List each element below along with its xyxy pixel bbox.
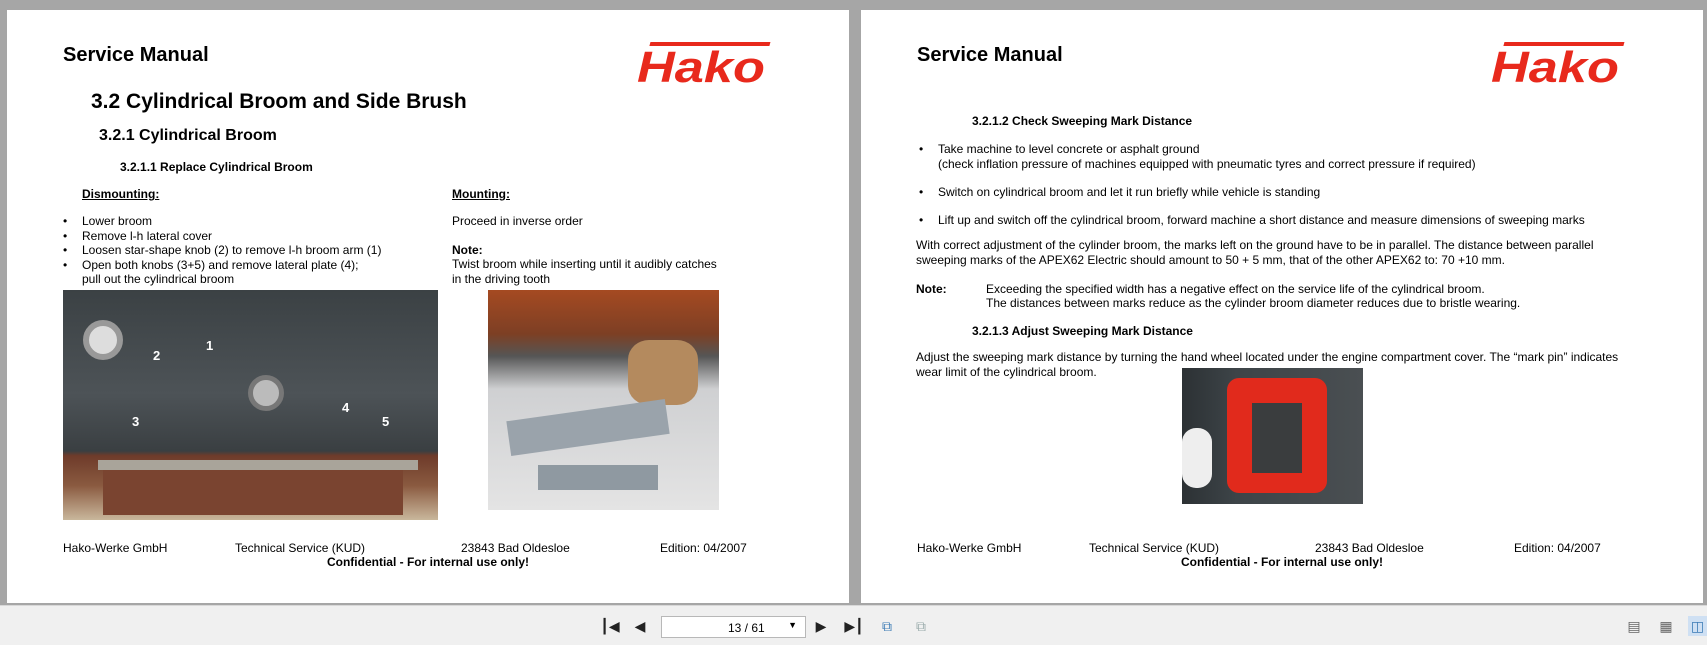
hako-logo [631, 40, 771, 84]
last-page-icon[interactable]: ▶┃ [844, 617, 864, 634]
note-line: Twist broom while inserting until it audibly catches [452, 257, 717, 271]
pdf-page-right [861, 10, 1703, 603]
footer-dept: Technical Service (KUD) [1089, 541, 1220, 555]
photo-label: 2 [153, 348, 161, 363]
mounting-text: Proceed in inverse order [452, 214, 583, 228]
go-forward-view-icon[interactable]: ⧉ [916, 617, 926, 634]
list-item: • Lift up and switch off the cylindrical broom, forward machine a short distance and measure dimensions of sweeping marks [919, 213, 1585, 228]
page-number-input[interactable]: 13 / 61 ▼ [661, 616, 806, 638]
footer-confidential: Confidential - For internal use only! [326, 555, 529, 569]
note-label: Note: [452, 243, 483, 257]
next-page-icon[interactable]: ▶ [815, 617, 827, 634]
first-page-icon[interactable]: ┃◀ [600, 617, 620, 634]
photo-label: 1 [206, 338, 214, 353]
page-header: Service Manual [63, 44, 209, 66]
dismounting-cont: pull out the cylindrical broom [82, 272, 235, 286]
footer-location: 23843 Bad Oldesloe [461, 541, 570, 555]
footer-edition: Edition: 04/2007 [1514, 541, 1601, 555]
pdf-page-left [7, 10, 849, 603]
dismounting-steps [63, 214, 381, 272]
paragraph-line: sweeping marks of the APEX62 Electric should amount to 50 + 5 mm, that of the other APEX62 to: 70 +10 mm. [916, 253, 1505, 267]
footer-company: Hako-Werke GmbH [917, 541, 1022, 555]
footer-edition: Edition: 04/2007 [660, 541, 747, 555]
list-item: • Open both knobs (3+5) and remove lateral plate (4); [63, 258, 381, 273]
footer-company: Hako-Werke GmbH [63, 541, 168, 555]
hako-logo [1485, 40, 1625, 84]
go-back-view-icon[interactable]: ⧉ [882, 617, 892, 634]
photo-label: 4 [342, 400, 350, 415]
note-line: Exceeding the specified width has a negative effect on the service life of the cylindrical broom. [986, 282, 1485, 296]
viewer-toolbar [0, 605, 1707, 645]
broom-install-photo [488, 290, 719, 510]
section-heading: 3.2 Cylindrical Broom and Side Brush [91, 90, 467, 113]
photo-label: 3 [132, 414, 140, 429]
note-line: in the driving tooth [452, 272, 551, 286]
photo-label: 5 [382, 414, 390, 429]
list-item: • Loosen star-shape knob (2) to remove l-h broom arm (1) [63, 243, 381, 258]
footer-location: 23843 Bad Oldesloe [1315, 541, 1424, 555]
paragraph-line: Adjust the sweeping mark distance by turning the hand wheel located under the engine compartment cover. The “mark pin” indicates [916, 350, 1619, 364]
mounting-label: Mounting: [452, 187, 510, 201]
list-item: • Take machine to level concrete or asphalt ground (check inflation pressure of machines equipped with pneumatic tyres and correct pressure if required) [919, 142, 1585, 171]
list-item: • Remove l-h lateral cover [63, 229, 381, 244]
list-item: • Lower broom [63, 214, 381, 229]
footer-confidential: Confidential - For internal use only! [1180, 555, 1383, 569]
subsubsection-heading: 3.2.1.2 Check Sweeping Mark Distance [972, 114, 1193, 128]
subsubsection-heading: 3.2.1.3 Adjust Sweeping Mark Distance [972, 324, 1193, 338]
svg-text:Hako: Hako [637, 43, 765, 84]
hand-wheel-photo [1182, 368, 1363, 504]
note-label: Note: [916, 282, 947, 296]
subsection-heading: 3.2.1 Cylindrical Broom [99, 127, 277, 144]
paragraph-line: With correct adjustment of the cylinder broom, the marks left on the ground have to be in parallel. The distance between parallel [916, 238, 1594, 252]
two-page-icon[interactable]: ◫ [1688, 616, 1707, 636]
dismounting-label: Dismounting: [82, 187, 160, 201]
svg-text:Hako: Hako [1491, 43, 1619, 84]
paragraph-line: wear limit of the cylindrical broom. [916, 365, 1097, 379]
page-header: Service Manual [917, 44, 1063, 66]
previous-page-icon[interactable]: ◀ [634, 617, 646, 634]
single-page-icon[interactable]: ▤ [1627, 617, 1641, 634]
list-item: • Switch on cylindrical broom and let it run briefly while vehicle is standing [919, 185, 1585, 200]
note-line: The distances between marks reduce as the cylinder broom diameter reduces due to bristle wearing. [986, 296, 1521, 310]
broom-assembly-photo [63, 290, 438, 520]
check-steps [919, 142, 1585, 227]
continuous-page-icon[interactable]: ▦ [1659, 617, 1673, 634]
subsubsection-heading: 3.2.1.1 Replace Cylindrical Broom [120, 160, 313, 174]
footer-dept: Technical Service (KUD) [235, 541, 366, 555]
chevron-down-icon[interactable]: ▼ [788, 620, 797, 630]
